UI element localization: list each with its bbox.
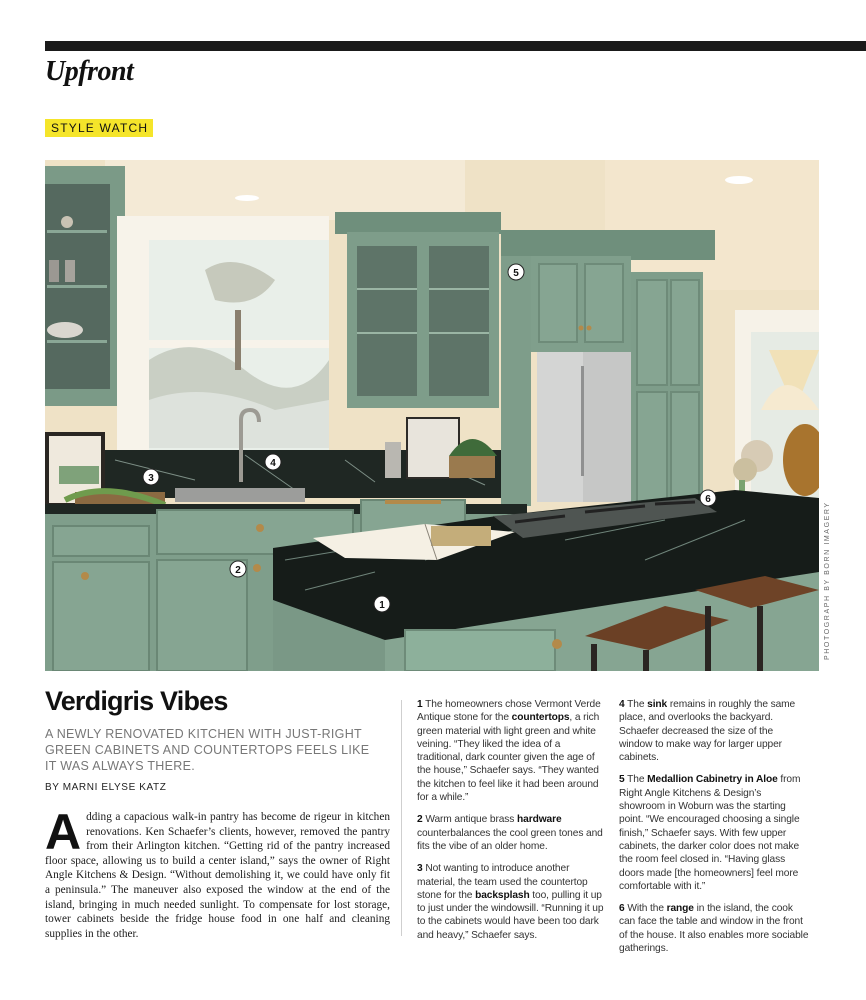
- column-divider: [401, 700, 402, 936]
- svg-text:4: 4: [270, 458, 276, 469]
- svg-text:5: 5: [513, 268, 519, 279]
- note-text: Not wanting to introduce another material, the team used the countertop stone for the: [417, 863, 588, 901]
- note-text: remains in roughly the same place, and overlooks the backyard. Schaefer decreased the size of the window to make way for larger upper cabinets.: [619, 699, 796, 764]
- note-1: [417, 698, 607, 804]
- note-text: The: [627, 699, 648, 710]
- note-6: [619, 902, 809, 955]
- callout-marker-5: [508, 264, 524, 280]
- callout-marker-3: [143, 469, 159, 485]
- note-number: 3: [417, 863, 423, 875]
- note-keyword: Medallion Cabinetry in Aloe: [647, 774, 778, 786]
- note-number: 2: [417, 814, 423, 826]
- note-3: [417, 862, 607, 942]
- section-title: Upfront: [45, 56, 134, 87]
- note-text: in the island, the cook can face the table and window in the front of the house. It also enables more sociable gatherings.: [619, 903, 809, 955]
- article-body: [45, 804, 390, 941]
- note-number: 5: [619, 774, 625, 786]
- note-text: With the: [627, 903, 667, 915]
- svg-text:1: 1: [379, 600, 385, 611]
- note-keyword: sink: [647, 699, 668, 710]
- note-text: from Right Angle Kitchens & Design’s showroom in Woburn was the starting point. “We encouraged choosing a single finish,” Schaefer says. With few upper cabinets, the darker color does not make the room feel closed in. “Having glass doors made [the homeowners] feel more comfortable with it.”: [619, 774, 801, 892]
- notes-column-right: [619, 698, 809, 964]
- note-text: The homeowners chose Vermont Verde Antique stone for the: [417, 699, 601, 724]
- callout-marker-4: [265, 454, 281, 470]
- article-byline: BY MARNI ELYSE KATZ: [45, 782, 167, 793]
- notes-column-left: [417, 698, 607, 951]
- kitchen-photo: [45, 160, 819, 671]
- note-keyword: backsplash: [475, 889, 530, 901]
- note-keyword: hardware: [517, 814, 562, 826]
- top-rule: [45, 41, 866, 51]
- note-number: 4: [619, 699, 625, 710]
- note-text: counterbalances the cool green tones and fits the vibe of an older home.: [417, 827, 603, 852]
- article-dek: A NEWLY RENOVATED KITCHEN WITH JUST-RIGHT GREEN CABINETS AND COUNTERTOPS FEELS LIKE IT WAS ALWAYS THERE.: [45, 727, 370, 773]
- svg-text:3: 3: [148, 473, 154, 484]
- article-headline: Verdigris Vibes: [45, 686, 228, 716]
- note-number: 1: [417, 699, 423, 710]
- photo-credit: PHOTOGRAPH BY BORN IMAGERY: [824, 501, 831, 660]
- note-number: 6: [619, 903, 625, 915]
- note-keyword: range: [666, 903, 694, 915]
- note-text: Warm antique brass: [425, 814, 518, 826]
- note-text: too, pulling it up to just under the windowsill. “Running it up to the cabinets would have been too dark and heavy,” Schaefer says.: [417, 889, 604, 941]
- note-2: [417, 813, 607, 853]
- note-4: [619, 698, 809, 764]
- svg-text:6: 6: [705, 494, 711, 505]
- style-watch-tag: STYLE WATCH: [45, 119, 153, 137]
- callout-marker-2: [230, 561, 246, 577]
- note-text: The: [627, 774, 648, 786]
- drop-cap: A: [45, 804, 82, 860]
- svg-text:2: 2: [235, 565, 241, 576]
- callout-marker-1: [374, 596, 390, 612]
- note-5: [619, 773, 809, 893]
- note-keyword: countertops: [511, 712, 570, 724]
- callout-marker-6: [700, 490, 716, 506]
- article-body-text: dding a capacious walk-in pantry has become de rigeur in kitchen renovations. Ken Schaefer’s clients, however, removed the pantry from their Arlington kitchen. “Getting rid of the pantry increased floor space, allowing us to build a center island,” says the owner of Right Angle Kitchens & Design. “Without demolishing it, we could have only fit a peninsula.” The maneuver also exposed the window at the end of the island, bringing in much needed sunlight. To compensate for lost storage, tower cabinets beside the fridge house food in one half and cleaning supplies in the other.: [45, 811, 390, 940]
- note-text: , a rich green material with light green and white veining. “They liked the idea of a traditional, dark counter given the age of the house,” Schaefer says. “They wanted the kitchen to feel like it had been around for a while.”: [417, 712, 600, 804]
